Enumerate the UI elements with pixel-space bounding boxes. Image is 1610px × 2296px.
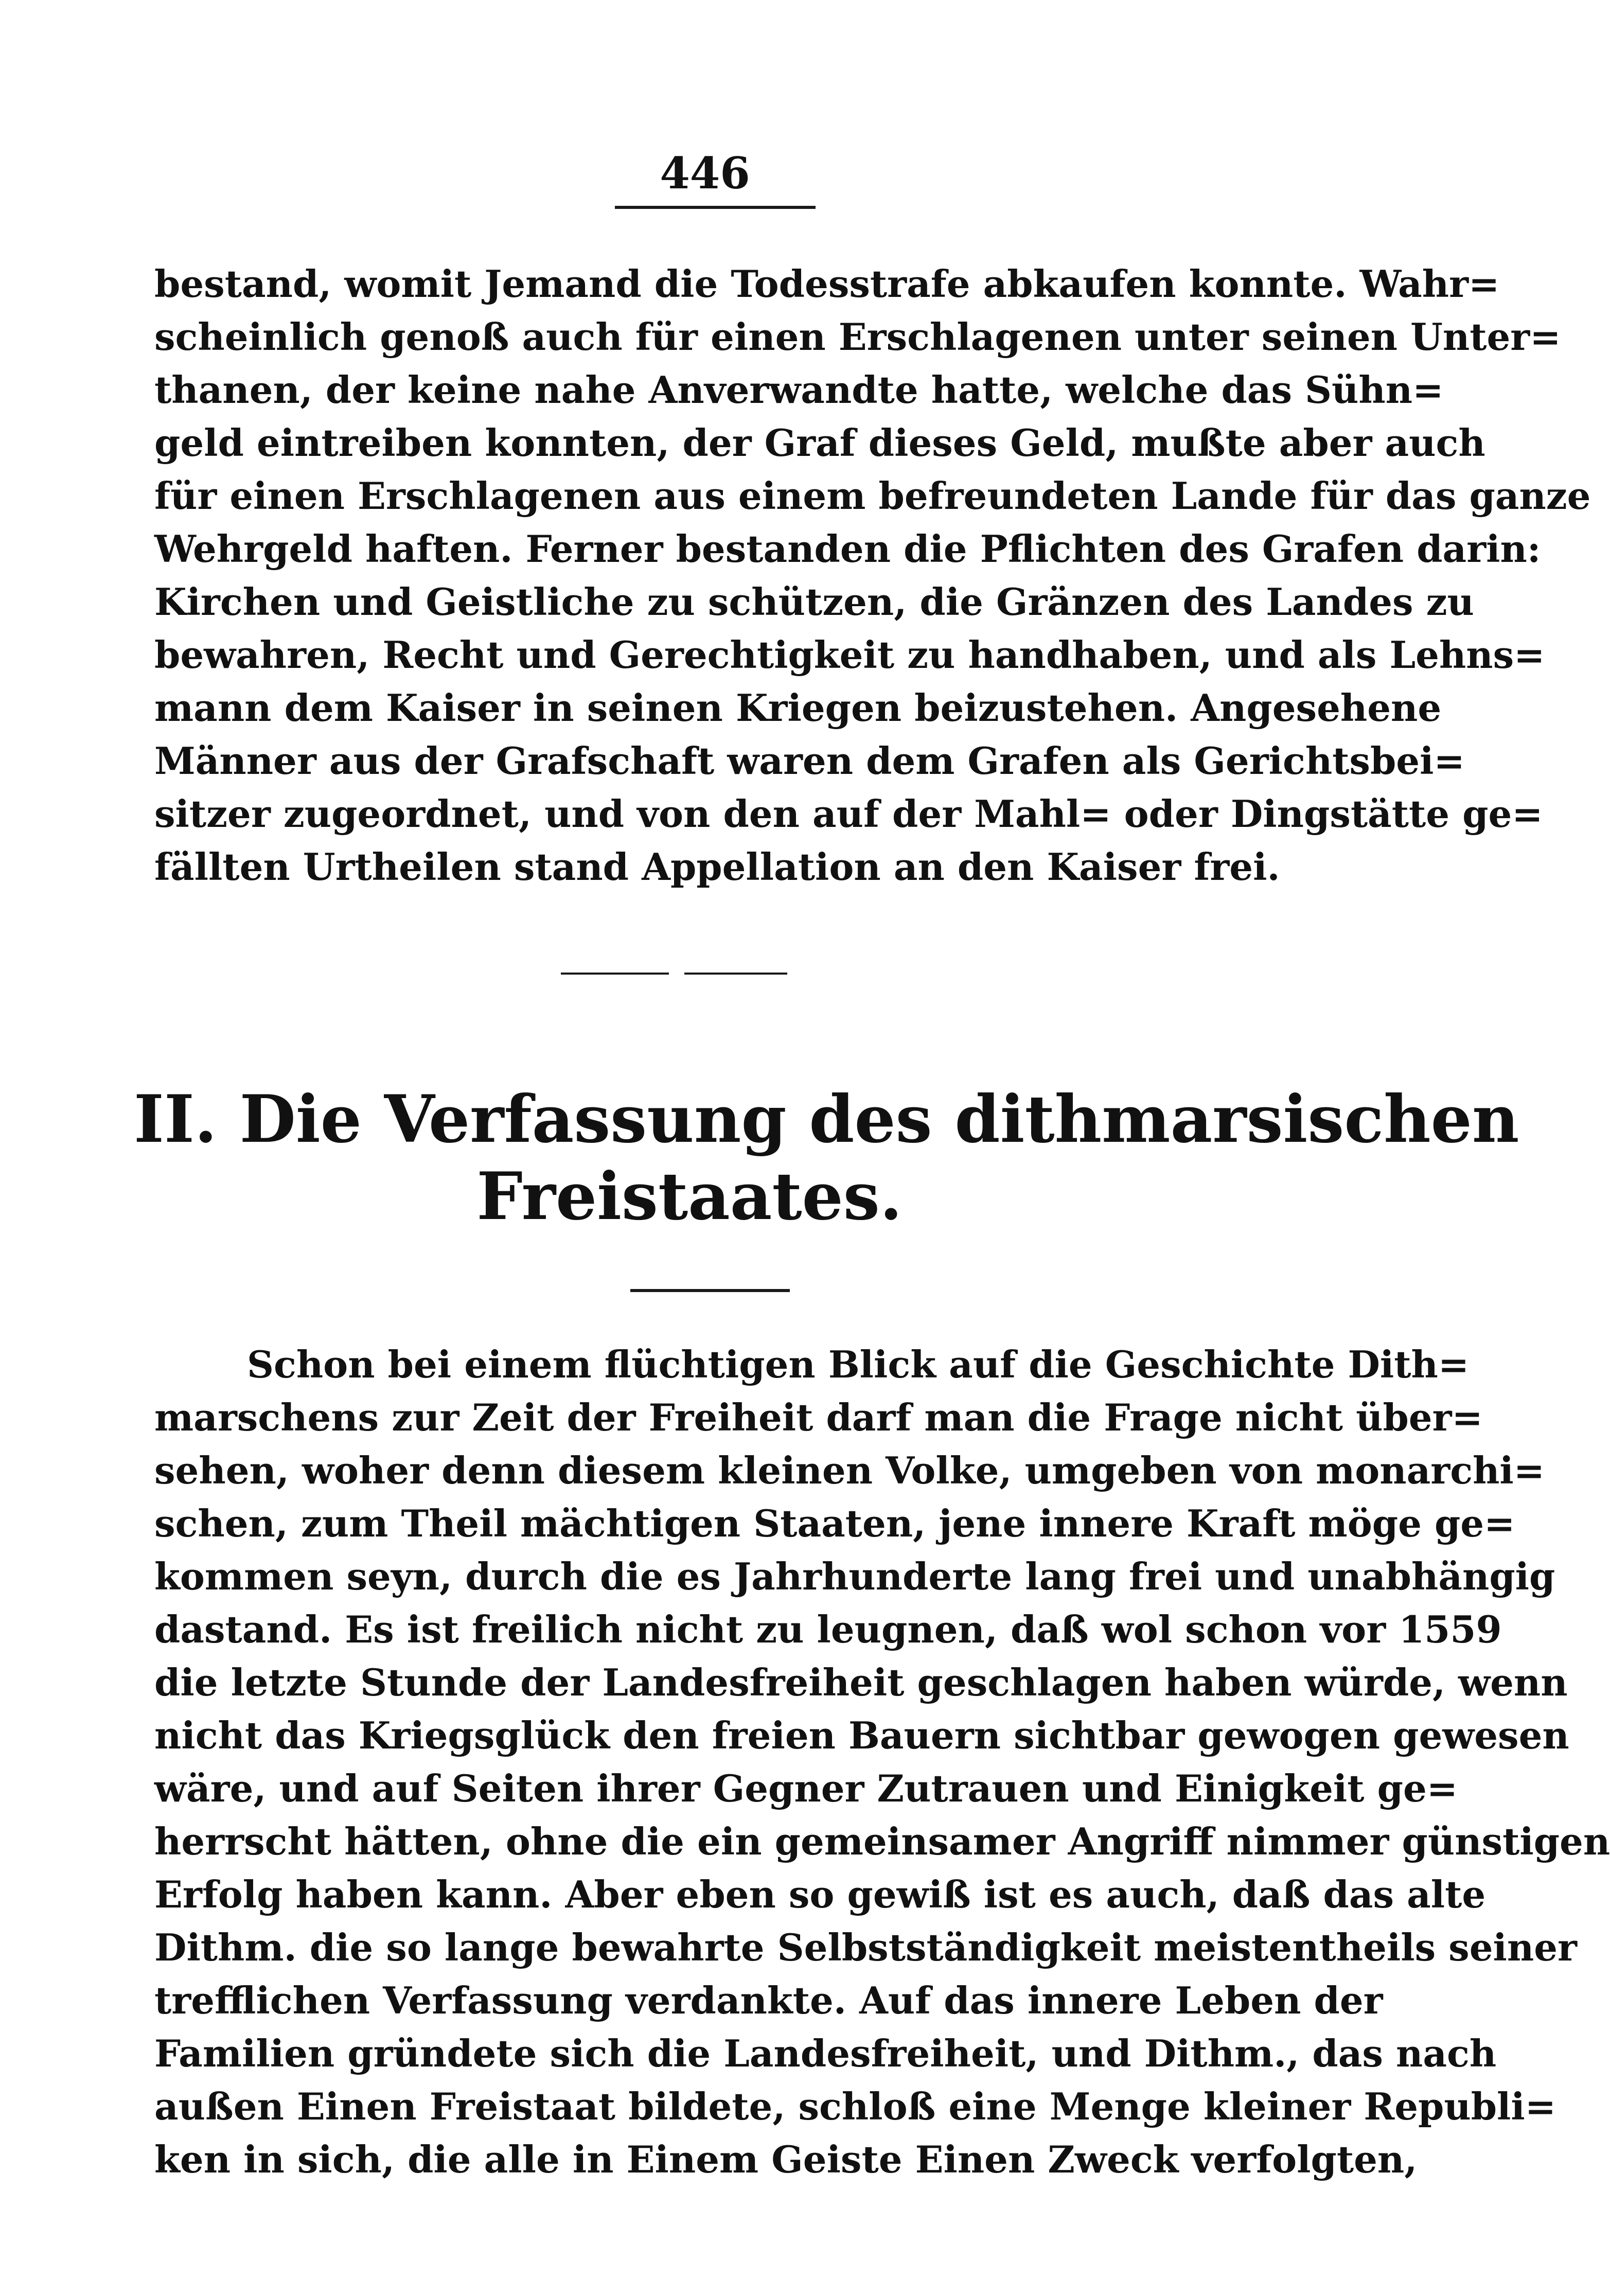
text-line: wäre, und auf Seiten ihrer Gegner Zutrauen und Einigkeit ge= <box>154 1767 1458 1810</box>
text-line: fällten Urtheilen stand Appellation an den Kaiser frei. <box>154 845 1280 889</box>
text-line: kommen seyn, durch die es Jahrhunderte lang frei und unabhängig <box>154 1555 1555 1598</box>
page-number-rule <box>615 206 816 209</box>
text-line: Familien gründete sich die Landesfreiheit, und Dithm., das nach <box>154 2032 1497 2075</box>
text-line: Schon bei einem flüchtigen Blick auf die Geschichte Dith= <box>247 1343 1470 1386</box>
paragraph-continued <box>154 257 1591 893</box>
text-line: Kirchen und Geistliche zu schützen, die Gränzen des Landes zu <box>154 580 1474 624</box>
text-line: Dithm. die so lange bewahrte Selbstständigkeit meistentheils seiner <box>154 1926 1577 1969</box>
heading-rule <box>630 1289 790 1292</box>
text-line: die letzte Stunde der Landesfreiheit geschlagen haben würde, wenn <box>154 1661 1568 1704</box>
text-line: Männer aus der Grafschaft waren dem Grafen als Gerichtsbei= <box>154 739 1465 783</box>
text-line: bestand, womit Jemand die Todesstrafe abkaufen konnte. Wahr= <box>154 262 1500 306</box>
paragraph-section-body <box>154 1338 1610 2186</box>
text-line: nicht das Kriegsglück den freien Bauern sichtbar gewogen gewesen <box>154 1714 1569 1757</box>
text-line: sehen, woher denn diesem kleinen Volke, umgeben von monarchi= <box>154 1449 1545 1492</box>
text-line: bewahren, Recht und Gerechtigkeit zu handhaben, und als Lehns= <box>154 633 1545 677</box>
text-line: thanen, der keine nahe Anverwandte hatte, welche das Sühn= <box>154 368 1444 412</box>
text-line: schen, zum Theil mächtigen Staaten, jene innere Kraft möge ge= <box>154 1502 1515 1545</box>
text-line: trefflichen Verfassung verdankte. Auf das innere Leben der <box>154 1979 1383 2022</box>
text-line: herrscht hätten, ohne die ein gemeinsamer Angriff nimmer günstigen <box>154 1820 1610 1863</box>
text-line: geld eintreiben konnten, der Graf dieses Geld, mußte aber auch <box>154 421 1485 465</box>
text-line: ken in sich, die alle in Einem Geiste Einen Zweck verfolgten, <box>154 2138 1418 2181</box>
section-divider-left <box>561 973 669 975</box>
section-divider-right <box>684 973 787 975</box>
section-heading: II. Die Verfassung des dithmarsischen <box>134 1081 1519 1157</box>
text-line: sitzer zugeordnet, und von den auf der Mahl= oder Dingstätte ge= <box>154 792 1543 836</box>
text-line: Wehrgeld haften. Ferner bestanden die Pflichten des Grafen darin: <box>154 527 1541 571</box>
text-line: für einen Erschlagenen aus einem befreundeten Lande für das ganze <box>154 474 1591 518</box>
page-number: 446 <box>660 148 750 199</box>
text-line: dastand. Es ist freilich nicht zu leugnen, daß wol schon vor 1559 <box>154 1608 1502 1651</box>
text-line: außen Einen Freistaat bildete, schloß eine Menge kleiner Republi= <box>154 2085 1556 2128</box>
section-heading-continued: Freistaates. <box>476 1158 903 1234</box>
text-line: mann dem Kaiser in seinen Kriegen beizustehen. Angesehene <box>154 686 1442 730</box>
text-line: scheinlich genoß auch für einen Erschlagenen unter seinen Unter= <box>154 315 1561 359</box>
text-line: marschens zur Zeit der Freiheit darf man die Frage nicht über= <box>154 1396 1483 1439</box>
text-line: Erfolg haben kann. Aber eben so gewiß ist es auch, daß das alte <box>154 1873 1486 1916</box>
